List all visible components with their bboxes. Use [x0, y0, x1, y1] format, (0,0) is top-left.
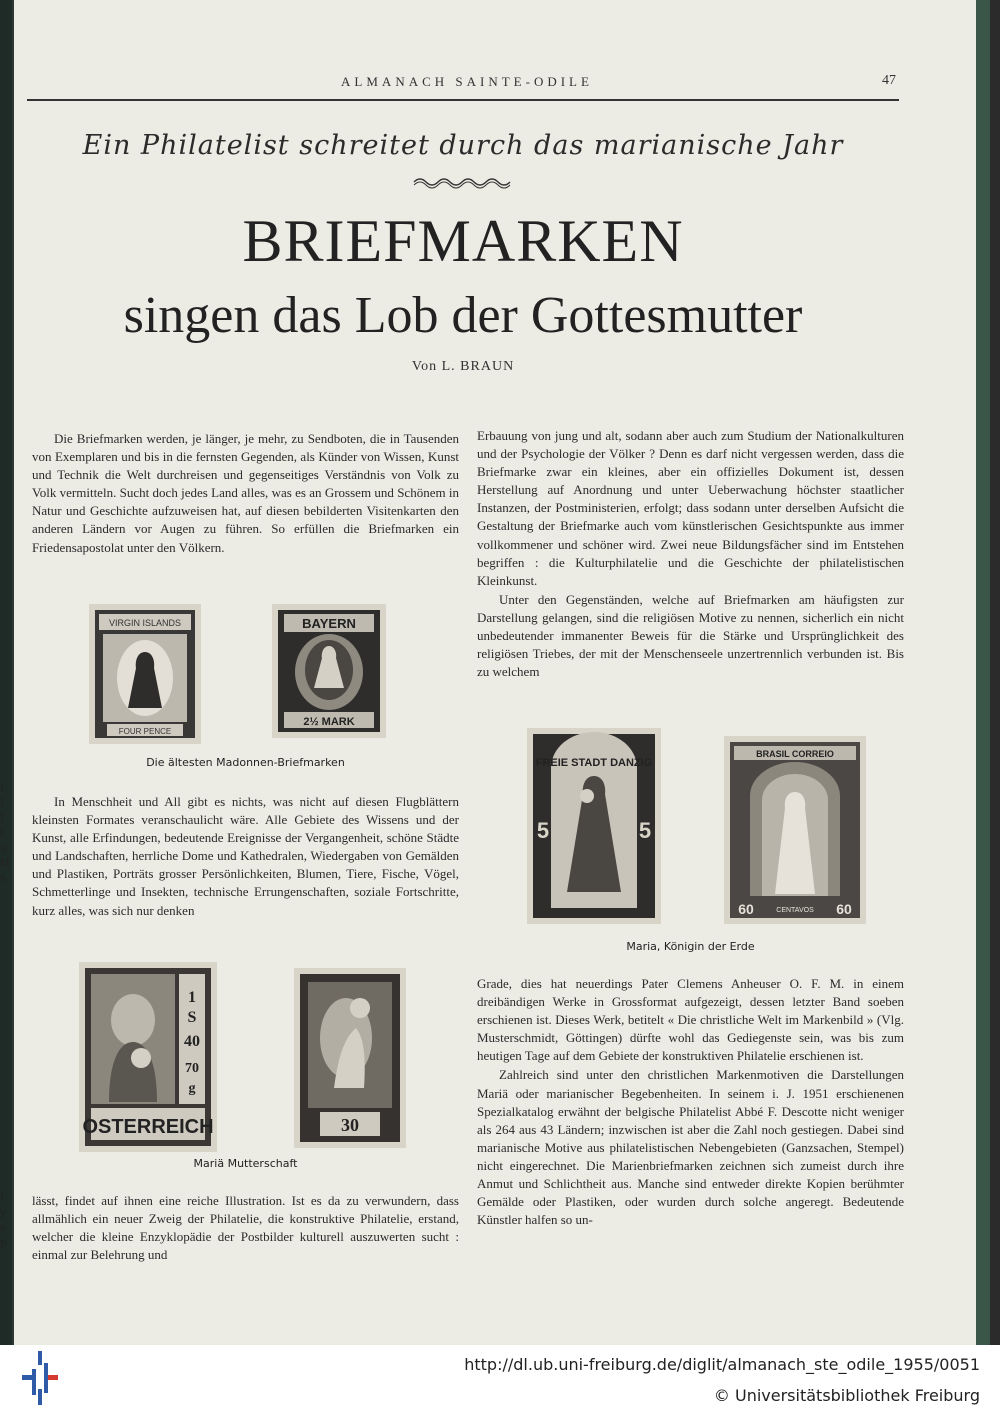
right-paragraph-3: Grade, dies hat neuerdings Pater Clemens Anheuser O. F. M. in einem dreibändigen Werke in Grossformat aufgezeigt, dessen letzter Band soeben erschienen ist. Dieses Werk, betitelt « Die christliche Welt im Markenbild » (Vlg. Musterschmidt, Göttingen) dürfte wohl das Gediegenste sein, was bis zum heutigen Tage auf dem Gebiete der konstruktiven Philatelie erschienen ist.: [477, 976, 904, 1064]
right-paragraph-1: Erbauung von jung und alt, sodann aber auch zum Studium der Nationalkulturen und der Psychologie der Völker ? Denn es darf nicht vergessen werden, dass die Briefmarke zwar ein kleines, aber ein offizielles Dokument ist, dessen Herstellung auf Anordnung und unter Ueberwachung höchster staatlicher Instanzen, der Postministerien, erfolgt; dass sodann unter derselben Aufsicht die Gestaltung der Briefmarke auch vom künstlerischen Gesichtspunkte aus immer vollkommener und schöner wird. Zwei neue Bildungsfächer sind im Entstehen begriffen : die Kulturphilatelie und die Geschichte der philatelistischen Kleinkunst.: [477, 428, 904, 588]
stamp-brasil-value-right: 60: [836, 901, 852, 917]
right-column-block-2: [477, 975, 904, 1229]
spine-mark: I: [0, 1191, 5, 1204]
right-paragraph-4: Zahlreich sind unter den christlichen Markenmotiven die Darstellungen Mariä oder marianischer Begebenheiten. In seinem i. J. 1951 erschienenen Spezialkatalog erwähnt der belgische Philatelist Abbé F. Descotte nicht weniger als 264 aus 43 Ländern; inzwischen ist aber die Zahl noch gestiegen. Dabei sind marianische Motive aus philatelistischen Nebengebieten (Ganzsachen, Stempel) nicht eingerechnet. Die Marienbriefmarken zeichnen sich zumeist durch ihre Anmut und Schlichtheit aus. Manche sind entweder direkte Kopien berühmter Gemälde oder Plastiken, oder wurden durch solche angeregt. Bedeutende Künstler halfen so un-: [477, 1067, 904, 1228]
svg-text:g: g: [188, 1081, 196, 1096]
spine-mark: u: [0, 841, 8, 854]
svg-text:40: 40: [184, 1033, 200, 1050]
stamp-virgin-islands-bottom: FOUR PENCE: [118, 727, 172, 736]
spine-mark: I: [0, 781, 5, 794]
stamp-danzig-value-right: 5: [638, 818, 652, 843]
spine-marks-lower: [0, 1190, 14, 1250]
caption-mary-queen-of-earth: Maria, Königin der Erde: [626, 940, 755, 953]
caption-oldest-madonna-stamps: Die ältesten Madonnen-Briefmarken: [146, 756, 345, 769]
byline: Von L. BRAUN: [411, 359, 515, 374]
spine-mark: I: [0, 796, 5, 809]
stamp-brasil-value-left: 60: [738, 901, 754, 917]
spine-mark: H: [0, 856, 10, 869]
left-column-block-3: [32, 1192, 459, 1264]
left-paragraph-1: Die Briefmarken werden, je länger, je mehr, zu Sendboten, die in Tausenden von Exemplaren und bis in die fernsten Gegenden, als Künder von Wissen, Kunst und Technik die Welt durchreisen und gegenseitiges Verständnis von Volk zu Volk vermitteln. Sucht doch jedes Land alles, was es an Grossem und Schönem in Natur und Geschichte aufzuweisen hat, auf diesen bebilderten Visitenkarten den anderen Ländern vor Augen zu führen. So erfüllen die Briefmarken ein Friedensapostolat unter den Völkern.: [32, 431, 459, 555]
left-paragraph-2: In Menschheit und All gibt es nichts, was nicht auf diesen Flugblättern kleinsten Formates veranschaulicht wäre. Alle Gebiete des Wissens und der Kunst, alle Erfindungen, bedeutende Ereignisse der Vergangenheit, schöne Städte und Landschaften, herrliche Dome und Kathedralen, Wiedergaben von Gemälden und Plastiken, Porträts grosser Persönlichkeiten, Blumen, Tiere, Fische, Vögel, Schmetterlinge und Insekten, technische Errungenschaften, soziale Fortschritte, kurz alles, was sich nur denken: [32, 794, 459, 918]
footer: [0, 1345, 1000, 1413]
stamp-danzig-top: FREIE STADT DANZIG: [535, 757, 653, 769]
right-paragraph-2: Unter den Gegenständen, welche auf Briefmarken am häufigsten zur Darstellung gelangen, sind die religiösen Motive zu nennen, sicherlich ein nicht unbedeutender immanenter Beweis für die Stärke und Ursprünglichkeit des religiösen Triebes, der mit der Menschenseele unzertrennlich verbunden ist. Bis zu welchem: [477, 591, 904, 680]
spine-mark: s: [0, 871, 6, 884]
spine-mark: I: [0, 826, 5, 839]
svg-text:1: 1: [188, 989, 196, 1006]
left-column-block-2: [32, 793, 459, 920]
page: [14, 0, 976, 1345]
left-paragraph-3: lässt, findet auf ihnen eine reiche Illustration. Ist es da zu verwundern, dass allmählich ein neuer Zweig der Philatelie, die konstruktive Philatelie, erstand, welcher die kleine Enzyklopädie der Postbilder kulturell auszuwerten sucht : einmal zur Belehrung und: [32, 1193, 459, 1263]
spine-mark: I: [0, 811, 5, 824]
running-head: ALMANACH SAINTE-ODILE: [341, 74, 593, 89]
svg-text:S: S: [187, 1009, 197, 1026]
footer-url[interactable]: http://dl.ub.uni-freiburg.de/diglit/almanach_ste_odile_1955/0051: [464, 1355, 980, 1374]
library-logo-icon: [18, 1349, 62, 1409]
page-number: 47: [882, 73, 896, 88]
stamp-virgin-islands-top: VIRGIN ISLANDS: [108, 618, 182, 628]
article-kicker: Ein Philatelist schreitet durch das marianische Jahr: [82, 130, 844, 161]
stamp-danzig: [527, 728, 661, 924]
spine-mark: s: [0, 1221, 6, 1234]
footer-copyright: © Universitätsbibliothek Freiburg: [713, 1386, 980, 1405]
stamp-bayern-top: BAYERN: [302, 616, 356, 631]
right-column-block-1: [477, 427, 904, 681]
stamp-osterreich: [79, 962, 217, 1152]
stamp-thirty: [294, 968, 406, 1148]
header-rule: [27, 99, 899, 101]
stamp-bayern-bottom: 2½ MARK: [303, 716, 355, 728]
binding: [0, 0, 12, 1345]
stamp-brasil-top: BRASIL CORREIO: [756, 749, 834, 759]
spine-mark: p: [0, 1236, 8, 1249]
left-column-block-1: [32, 430, 459, 557]
stamp-bayern: [272, 604, 386, 738]
article-title: BRIEFMARKEN: [242, 208, 684, 274]
stamp-brasil: [724, 736, 866, 924]
stamp-brasil-unit: CENTAVOS: [776, 907, 814, 914]
stamp-danzig-value-left: 5: [536, 818, 550, 843]
svg-text:70: 70: [185, 1061, 199, 1076]
wave-ornament: [412, 175, 516, 189]
right-dark-edge: [990, 0, 1000, 1345]
spine-mark: y: [0, 1206, 7, 1219]
spine-marks-upper: [0, 780, 14, 885]
stamp-thirty-value: 30: [341, 1115, 359, 1135]
article-subtitle: singen das Lob der Gottesmutter: [123, 287, 803, 344]
stamp-virgin-islands: [89, 604, 201, 744]
stamp-osterreich-country: OSTERREICH: [82, 1116, 214, 1138]
caption-mothers-of-mary: Mariä Mutterschaft: [193, 1157, 298, 1170]
